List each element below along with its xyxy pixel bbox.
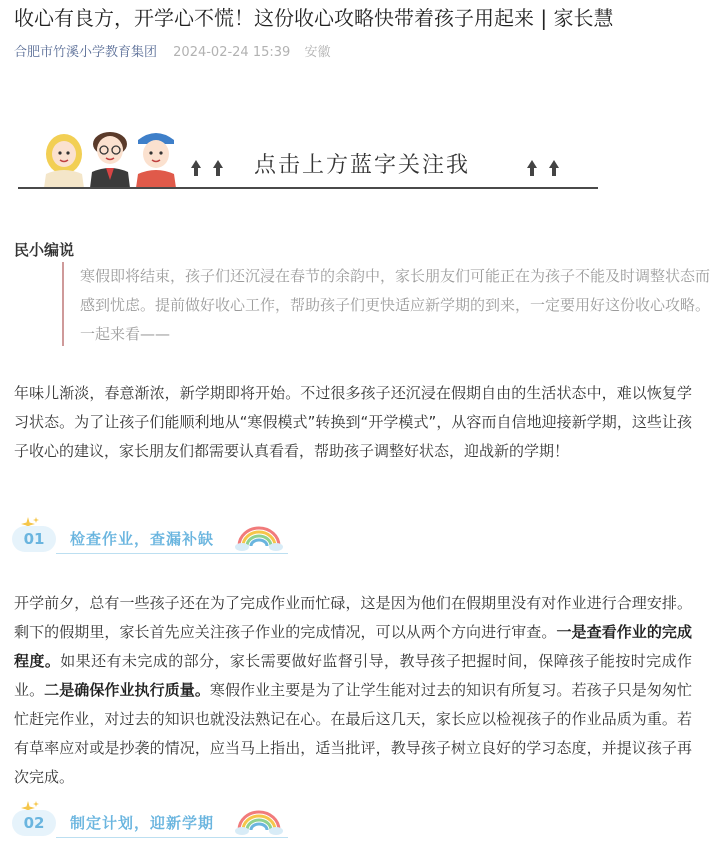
- banner-divider: [18, 187, 598, 189]
- rainbow-icon: [234, 524, 284, 552]
- section-title: 制定计划，迎新学期: [70, 814, 215, 832]
- section-header-02: [12, 800, 294, 844]
- cartoon-children-illustration: [34, 124, 184, 190]
- article-title: 收心有良方，开学心不慌！这份收心攻略快带着孩子用起来 | 家长慧: [14, 6, 614, 30]
- editor-label: 民小编说: [14, 241, 75, 259]
- body-text: 开学前夕，总有一些孩子还在为了完成作业而忙碌，这是因为他们在假期里没有对作业进行合理安排。剩下的假期里，家长首先应关注孩子作业的完成情况，可以从两个方向进行审查。: [14, 594, 692, 641]
- section-underline: [56, 837, 288, 838]
- editor-quote: 寒假即将结束，孩子们还沉浸在春节的余韵中，家长朋友们可能正在为孩子不能及时调整状态而感到忧虑。提前做好收心工作，帮助孩子们更快适应新学期的到来，一定要用好这份收心攻略。一起来看——: [62, 262, 710, 346]
- section-number: 01: [12, 526, 56, 552]
- rainbow-icon: [234, 808, 284, 836]
- up-arrow-icon: [188, 158, 232, 178]
- follow-banner-text[interactable]: 点击上方蓝字关注我: [254, 153, 471, 178]
- section-underline: [56, 553, 288, 554]
- section-number: 02: [12, 810, 56, 836]
- body-text: 寒假作业主要是为了让学生能对过去的知识有所复习。若孩子只是匆匆忙忙赶完作业，对过去的知识也就没法熟记在心。在最后这几天，家长应以检视孩子的作业品质为重。若有草率应对或是抄袭的情况，应当马上指出，适当批评，教导孩子树立良好的学习态度，并提议孩子再次完成。: [14, 681, 692, 786]
- publish-region: 安徽: [304, 45, 331, 60]
- bold-point-2: 二是确保作业执行质量。: [44, 681, 210, 699]
- intro-paragraph: 年味儿渐淡，春意渐浓，新学期即将开始。不过很多孩子还沉浸在假期自由的生活状态中，难以恢复学习状态。为了让孩子们能顺利地从“寒假模式”转换到“开学模式”，从容而自信地迎接新学期，这些让孩子收心的建议，家长朋友们都需要认真看看，帮助孩子调整好状态，迎战新的学期！: [14, 384, 692, 460]
- section-01-body: [14, 589, 692, 792]
- body-text: 如果还有未完成的部分，家长需要做好监督引导，教导孩子把握时间，保障孩子能按时完成作业。: [14, 652, 692, 699]
- article-meta: [14, 44, 330, 62]
- publish-date: 2024-02-24 15:39: [173, 45, 291, 60]
- section-title: 检查作业，查漏补缺: [70, 530, 215, 548]
- follow-banner[interactable]: [18, 124, 600, 196]
- author-link[interactable]: 合肥市竹溪小学教育集团: [14, 45, 158, 60]
- section-header-01: [12, 516, 294, 560]
- up-arrow-icon: [524, 158, 568, 178]
- bold-point-1: 一是查看作业的完成程度。: [14, 623, 692, 670]
